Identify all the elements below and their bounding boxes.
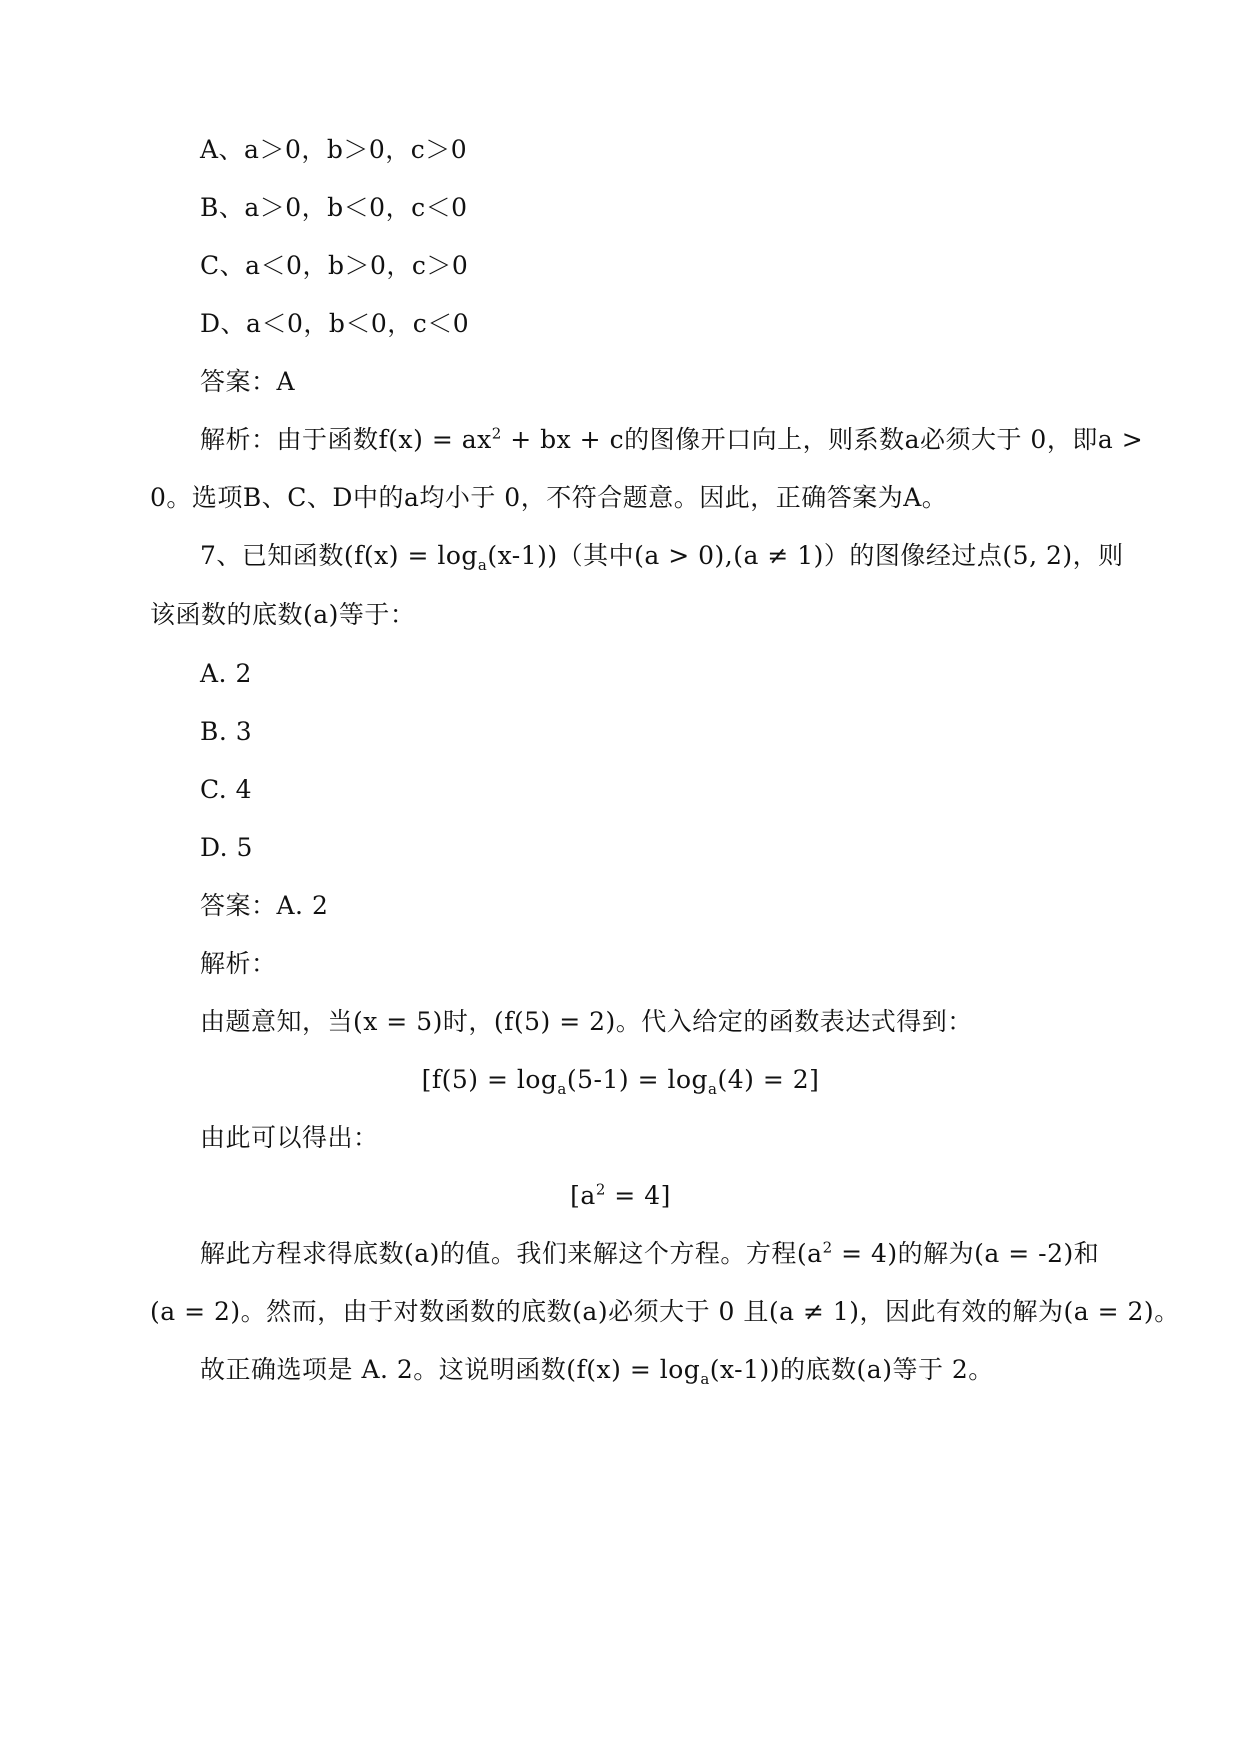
q7-option-c: C. 4 (200, 775, 253, 804)
q7-eq2-part1: [a (570, 1181, 596, 1210)
q7-conclusion-part2: (x-1))的底数(a)等于 2。 (709, 1355, 994, 1384)
q7-step3-exponent: 2 (822, 1238, 833, 1257)
q6-function-exponent: 2 (491, 424, 502, 443)
q7-option-a: A. 2 (200, 659, 252, 688)
q7-option-d: D. 5 (200, 833, 253, 862)
q7-step2: 由此可以得出： (200, 1123, 379, 1152)
q7-conclusion-log-base: a (700, 1370, 710, 1388)
q6-answer: 答案：A (200, 367, 296, 396)
q7-eq2-part2: = 4] (605, 1181, 671, 1210)
q7-step3-part1: 解此方程求得底数(a)的值。我们来解这个方程。方程(a (200, 1239, 823, 1268)
q7-eq1-part2: (5-1) = log (566, 1065, 709, 1094)
q7-eq1-base2: a (708, 1080, 718, 1098)
q7-stem-line1 (200, 538, 1124, 574)
q6-option-c: C、a＜0，b＞0，c＞0 (200, 251, 469, 280)
q7-conclusion-part1: 故正确选项是 A. 2。这说明函数(f(x) = log (200, 1355, 701, 1384)
q7-stem-part2: (x-1))（其中(a > 0),(a ≠ 1)）的图像经过点(5, 2)，则 (487, 541, 1124, 570)
q6-function-part2: + bx + c (501, 425, 625, 454)
q7-stem-part1: 7、已知函数(f(x) = log (200, 541, 478, 570)
q7-eq1-part1: [f(5) = log (421, 1065, 558, 1094)
q6-analysis-line1 (200, 422, 1143, 458)
q6-option-a: A、a＞0，b＞0，c＞0 (200, 135, 468, 164)
q7-option-b: B. 3 (200, 717, 253, 746)
q7-equation2 (0, 1178, 1241, 1214)
q7-step3-line1 (200, 1236, 1099, 1272)
q7-analysis-label: 解析： (200, 949, 277, 978)
q6-analysis-prefix: 解析：由于函数 (200, 425, 379, 454)
q7-stem-line2: 该函数的底数(a)等于： (150, 600, 416, 629)
q7-eq1-base1: a (557, 1080, 567, 1098)
q7-step1: 由题意知，当(x = 5)时，(f(5) = 2)。代入给定的函数表达式得到： (200, 1007, 973, 1036)
q6-analysis-suffix: 的图像开口向上，则系数a必须大于 0，即a > (624, 425, 1144, 454)
q7-equation1 (0, 1062, 1241, 1098)
q7-answer: 答案：A. 2 (200, 891, 329, 920)
q7-eq2-exponent: 2 (595, 1180, 606, 1199)
q6-analysis-line2: 0。选项B、C、D中的a均小于 0，不符合题意。因此，正确答案为A。 (150, 483, 948, 512)
q6-option-d: D、a＜0，b＜0，c＜0 (200, 309, 470, 338)
q7-step3-part2: = 4)的解为(a = -2)和 (832, 1239, 1100, 1268)
q7-eq1-part3: (4) = 2] (717, 1065, 820, 1094)
q7-conclusion (200, 1352, 994, 1388)
q7-stem-log-base: a (477, 556, 488, 574)
q6-option-b: B、a＞0，b＜0，c＜0 (200, 193, 468, 222)
q6-function-part1: f(x) = ax (378, 425, 492, 454)
q7-step3-line2: (a = 2)。然而，由于对数函数的底数(a)必须大于 0 且(a ≠ 1)，因此有效的解为(a = 2)。 (150, 1297, 1180, 1326)
